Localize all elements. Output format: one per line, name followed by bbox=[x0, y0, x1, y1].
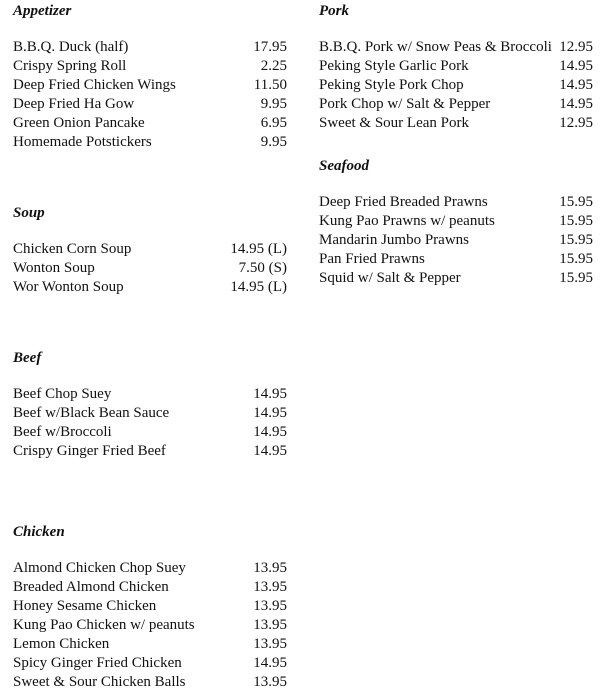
item-price: 13.95 bbox=[253, 636, 287, 652]
menu-item bbox=[13, 240, 287, 259]
menu-item bbox=[319, 38, 593, 57]
item-price: 14.95 bbox=[559, 77, 593, 93]
item-price: 14.95 bbox=[253, 443, 287, 459]
item-price: 13.95 bbox=[253, 598, 287, 614]
item-price: 9.95 bbox=[260, 134, 287, 150]
menu-item bbox=[13, 616, 287, 635]
item-price: 15.95 bbox=[559, 213, 593, 229]
item-name: Kung Pao Prawns w/ peanuts bbox=[319, 213, 495, 229]
section-appetizer bbox=[13, 2, 287, 150]
item-list bbox=[13, 385, 287, 461]
item-name: B.B.Q. Duck (half) bbox=[13, 39, 129, 55]
section-soup bbox=[13, 204, 287, 295]
item-name: Beef Chop Suey bbox=[13, 386, 112, 402]
item-price: 12.95 bbox=[559, 39, 593, 55]
item-name: Deep Fried Chicken Wings bbox=[13, 77, 176, 93]
menu-item bbox=[13, 114, 287, 133]
item-price: 14.95 (L) bbox=[230, 279, 287, 295]
item-price: 12.95 bbox=[559, 115, 593, 131]
item-name: Chicken Corn Soup bbox=[13, 241, 132, 257]
menu-item bbox=[13, 57, 287, 76]
item-price: 14.95 bbox=[253, 405, 287, 421]
menu-item bbox=[13, 423, 287, 442]
item-price: 15.95 bbox=[559, 232, 593, 248]
item-price: 13.95 bbox=[253, 617, 287, 633]
item-name: Green Onion Pancake bbox=[13, 115, 145, 131]
item-name: Peking Style Pork Chop bbox=[319, 77, 464, 93]
item-name: B.B.Q. Pork w/ Snow Peas & Broccoli bbox=[319, 39, 552, 55]
menu-item bbox=[13, 673, 287, 692]
menu-item bbox=[319, 269, 593, 288]
item-price: 14.95 bbox=[253, 655, 287, 671]
item-price: 6.95 bbox=[260, 115, 287, 131]
menu-item bbox=[319, 76, 593, 95]
item-price: 14.95 bbox=[559, 58, 593, 74]
menu-item bbox=[13, 133, 287, 152]
item-name: Crispy Spring Roll bbox=[13, 58, 127, 74]
item-name: Deep Fried Breaded Prawns bbox=[319, 194, 488, 210]
menu-item bbox=[319, 57, 593, 76]
section-heading: Beef bbox=[13, 350, 42, 366]
item-name: Sweet & Sour Lean Pork bbox=[319, 115, 469, 131]
item-price: 11.50 bbox=[253, 77, 287, 93]
item-name: Wor Wonton Soup bbox=[13, 279, 124, 295]
item-list bbox=[319, 38, 593, 133]
item-name: Squid w/ Salt & Pepper bbox=[319, 270, 461, 286]
item-name: Kung Pao Chicken w/ peanuts bbox=[13, 617, 195, 633]
item-name: Deep Fried Ha Gow bbox=[13, 96, 135, 112]
menu-item bbox=[319, 114, 593, 133]
menu-item bbox=[13, 38, 287, 57]
section-heading: Appetizer bbox=[13, 3, 72, 19]
menu-item bbox=[13, 278, 287, 297]
menu-item bbox=[319, 231, 593, 250]
item-name: Pan Fried Prawns bbox=[319, 251, 425, 267]
menu-item bbox=[13, 404, 287, 423]
menu-item bbox=[319, 212, 593, 231]
section-heading: Chicken bbox=[13, 524, 65, 540]
menu-item bbox=[13, 559, 287, 578]
item-price: 13.95 bbox=[253, 560, 287, 576]
item-name: Peking Style Garlic Pork bbox=[319, 58, 469, 74]
item-list bbox=[13, 38, 287, 152]
menu-item bbox=[13, 597, 287, 616]
menu-item bbox=[13, 385, 287, 404]
item-list bbox=[13, 240, 287, 297]
item-price: 14.95 bbox=[559, 96, 593, 112]
item-price: 17.95 bbox=[253, 39, 287, 55]
section-seafood bbox=[319, 157, 593, 286]
item-price: 15.95 bbox=[559, 194, 593, 210]
item-price: 7.50 (S) bbox=[238, 260, 287, 276]
item-name: Crispy Ginger Fried Beef bbox=[13, 443, 166, 459]
menu-item bbox=[13, 442, 287, 461]
menu-item bbox=[13, 95, 287, 114]
section-heading: Soup bbox=[13, 205, 45, 221]
section-beef bbox=[13, 349, 287, 459]
menu-item bbox=[13, 635, 287, 654]
section-heading: Pork bbox=[319, 3, 349, 19]
item-name: Pork Chop w/ Salt & Pepper bbox=[319, 96, 491, 112]
item-name: Spicy Ginger Fried Chicken bbox=[13, 655, 182, 671]
menu-item bbox=[319, 95, 593, 114]
menu-item bbox=[13, 259, 287, 278]
menu-item bbox=[13, 76, 287, 95]
item-name: Homemade Potstickers bbox=[13, 134, 152, 150]
section-heading: Seafood bbox=[319, 158, 369, 174]
item-name: Almond Chicken Chop Suey bbox=[13, 560, 186, 576]
item-price: 15.95 bbox=[559, 270, 593, 286]
item-name: Sweet & Sour Chicken Balls bbox=[13, 674, 186, 690]
item-name: Wonton Soup bbox=[13, 260, 95, 276]
item-name: Breaded Almond Chicken bbox=[13, 579, 169, 595]
item-name: Lemon Chicken bbox=[13, 636, 110, 652]
item-price: 13.95 bbox=[253, 579, 287, 595]
item-list bbox=[319, 193, 593, 288]
section-chicken bbox=[13, 523, 287, 690]
item-name: Beef w/Black Bean Sauce bbox=[13, 405, 170, 421]
item-name: Honey Sesame Chicken bbox=[13, 598, 157, 614]
item-name: Mandarin Jumbo Prawns bbox=[319, 232, 469, 248]
section-pork bbox=[319, 2, 593, 131]
item-price: 14.95 bbox=[253, 424, 287, 440]
item-price: 14.95 (L) bbox=[230, 241, 287, 257]
item-price: 9.95 bbox=[260, 96, 287, 112]
item-price: 15.95 bbox=[559, 251, 593, 267]
item-price: 14.95 bbox=[253, 386, 287, 402]
menu-item bbox=[319, 193, 593, 212]
menu-item bbox=[13, 654, 287, 673]
menu-item bbox=[319, 250, 593, 269]
item-list bbox=[13, 559, 287, 692]
item-price: 2.25 bbox=[260, 58, 287, 74]
menu-item bbox=[13, 578, 287, 597]
item-name: Beef w/Broccoli bbox=[13, 424, 112, 440]
item-price: 13.95 bbox=[253, 674, 287, 690]
